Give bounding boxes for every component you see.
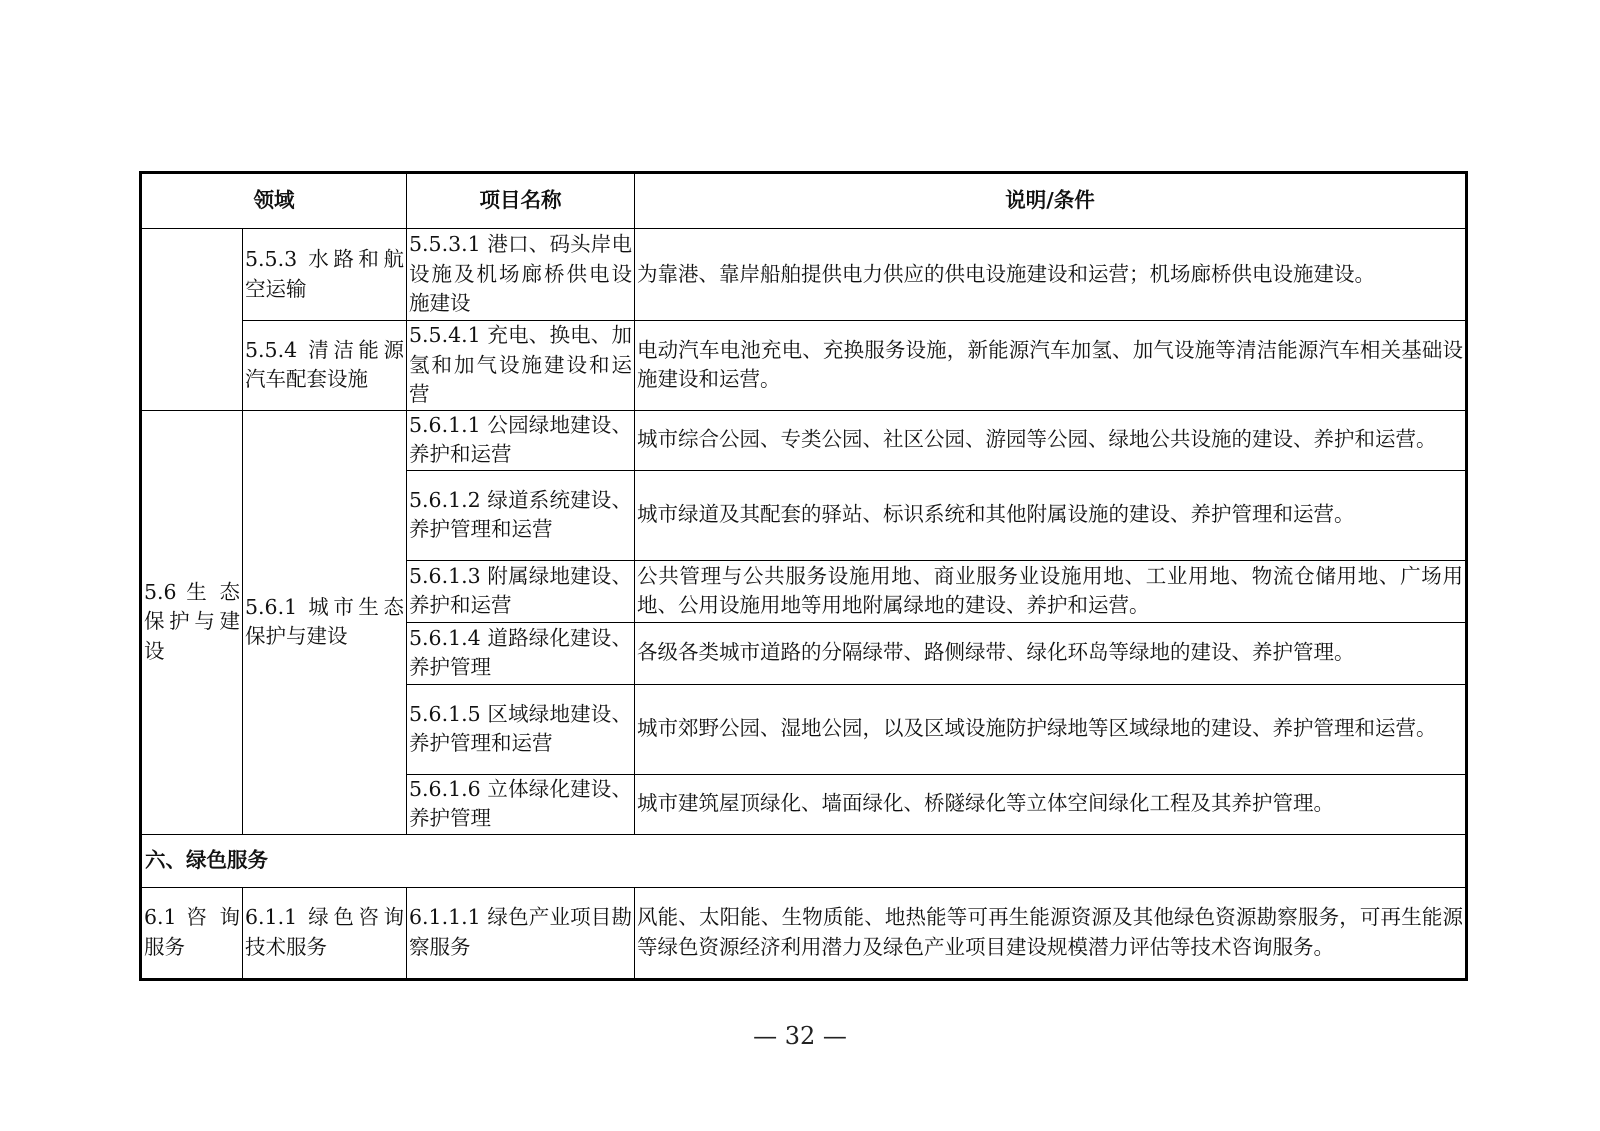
description-cell: 公共管理与公共服务设施用地、商业服务业设施用地、工业用地、物流仓储用地、广场用地、公用设施用地等用地附属绿地的建设、养护和运营。: [635, 560, 1467, 622]
subdomain-cell: 5.6.1 城市生态保护与建设: [243, 410, 407, 834]
project-cell: 5.6.1.4 道路绿化建设、养护管理: [407, 622, 635, 684]
description-cell: 城市建筑屋顶绿化、墙面绿化、桥隧绿化等立体空间绿化工程及其养护管理。: [635, 774, 1467, 834]
domain-cell: 5.6 生 态 保护与建设: [141, 410, 243, 834]
catalog-table: [139, 171, 1468, 981]
description-cell: 城市综合公园、专类公园、社区公园、游园等公园、绿地公共设施的建设、养护和运营。: [635, 410, 1467, 470]
description-cell: 电动汽车电池充电、充换服务设施，新能源汽车加氢、加气设施等清洁能源汽车相关基础设施建设和运营。: [635, 321, 1467, 411]
domain-cell: 6.1 咨 询 服务: [141, 887, 243, 979]
project-cell: 5.6.1.5 区域绿地建设、养护管理和运营: [407, 684, 635, 774]
table-row: [141, 410, 1467, 470]
description-cell: 为靠港、靠岸船舶提供电力供应的供电设施建设和运营；机场廊桥供电设施建设。: [635, 229, 1467, 321]
page-number: — 32 —: [753, 1022, 847, 1050]
header-domain: 领域: [141, 173, 407, 229]
project-cell: 5.6.1.1 公园绿地建设、养护和运营: [407, 410, 635, 470]
project-cell: 5.6.1.2 绿道系统建设、养护管理和运营: [407, 470, 635, 560]
description-cell: 风能、太阳能、生物质能、地热能等可再生能源资源及其他绿色资源勘察服务，可再生能源等绿色资源经济利用潜力及绿色产业项目建设规模潜力评估等技术咨询服务。: [635, 887, 1467, 979]
project-cell: 5.5.3.1 港口、码头岸电设施及机场廊桥供电设施建设: [407, 229, 635, 321]
project-cell: 5.6.1.3 附属绿地建设、养护和运营: [407, 560, 635, 622]
table-row: [141, 321, 1467, 411]
project-cell: 6.1.1.1 绿色产业项目勘察服务: [407, 887, 635, 979]
project-cell: 5.5.4.1 充电、换电、加氢和加气设施建设和运营: [407, 321, 635, 411]
section-header-row: [141, 834, 1467, 887]
description-cell: 城市绿道及其配套的驿站、标识系统和其他附属设施的建设、养护管理和运营。: [635, 470, 1467, 560]
description-cell: 城市郊野公园、湿地公园，以及区域设施防护绿地等区域绿地的建设、养护管理和运营。: [635, 684, 1467, 774]
project-cell: 5.6.1.6 立体绿化建设、养护管理: [407, 774, 635, 834]
description-cell: 各级各类城市道路的分隔绿带、路侧绿带、绿化环岛等绿地的建设、养护管理。: [635, 622, 1467, 684]
domain-cell-5-5-continued: [141, 229, 243, 411]
table-row: [141, 887, 1467, 979]
section-title: 六、绿色服务: [141, 834, 1467, 887]
header-project: 项目名称: [407, 173, 635, 229]
table-header-row: [141, 173, 1467, 229]
subdomain-cell: 5.5.4 清洁能源汽车配套设施: [243, 321, 407, 411]
table-row: [141, 229, 1467, 321]
subdomain-cell: 5.5.3 水路和航空运输: [243, 229, 407, 321]
header-description: 说明/条件: [635, 173, 1467, 229]
subdomain-cell: 6.1.1 绿色咨询技术服务: [243, 887, 407, 979]
